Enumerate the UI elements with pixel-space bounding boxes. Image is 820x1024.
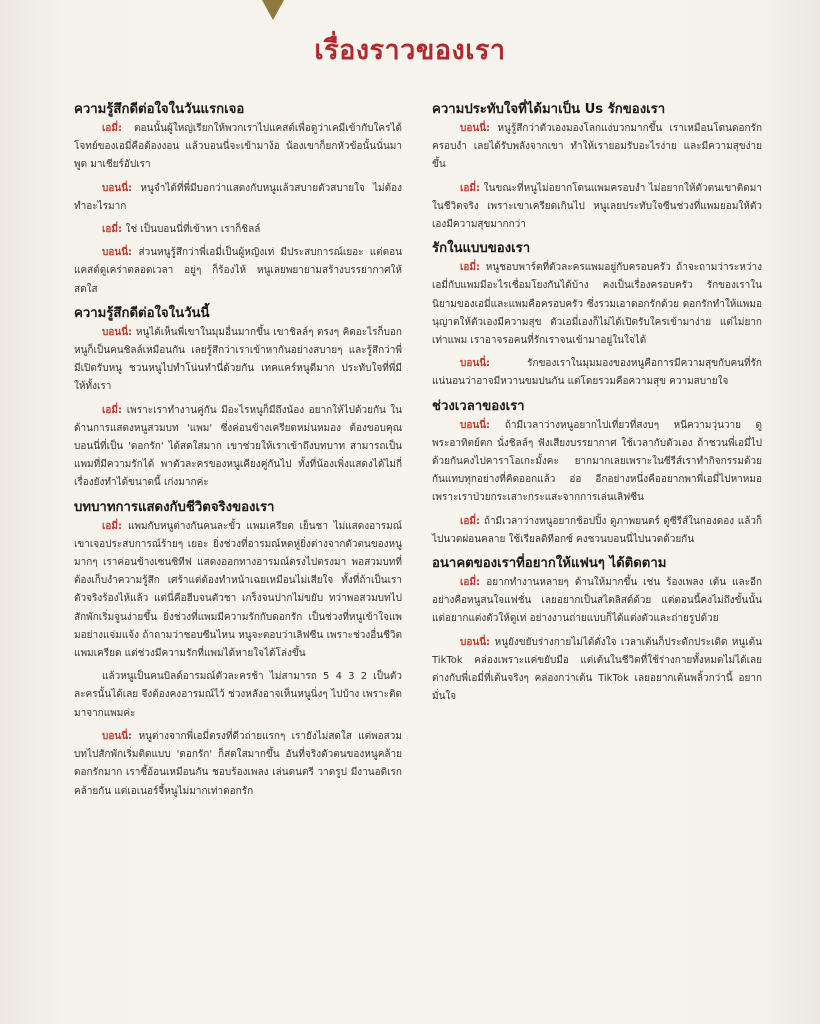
left-column [74, 100, 402, 806]
paragraph-text: รักของเราในมุมมองของหนูคือการมีความสุขกับคนที่รัก แน่นอนว่าอาจมีหวานขมปนกัน แต่โดยรวมคือความสุข ความสบายใจ [432, 358, 762, 388]
paragraph-text: ถ้ามีเวลาว่างหนูอยากช้อปปิ้ง ดูภาพยนตร์ ดูซีรีส์ในกองดอง แล้วก็ไปนวดผ่อนคลาย ใช้เรียลดิทีอกซ์ คงชวนบอนนี่ไปนวดด้วยกัน [432, 515, 762, 545]
speaker-label: บอนนี่: [102, 182, 141, 194]
interview-paragraph [432, 120, 762, 175]
paragraph-text: หนูจำได้ที่พี่มีบอกว่าแสดงกับหนูแล้วสบายตัวสบายใจ ไม่ต้องทำอะไรมาก [74, 182, 402, 212]
speaker-label: เอมี่: [460, 262, 486, 274]
interview-paragraph [432, 417, 762, 508]
speaker-label: เอมี่: [460, 577, 487, 589]
speaker-label: บอนนี่: [460, 123, 498, 134]
interview-paragraph [432, 180, 762, 235]
section-heading: ความประทับใจที่ได้มาเป็น Us รักของเรา [432, 102, 666, 117]
speaker-label: เอมี่: [102, 224, 126, 236]
interview-paragraph [74, 668, 402, 723]
paragraph-text: หนูต่างจากพี่เอมี่ตรงที่ดีวถ่ายแรกๆ เรายังไม่สดใส แต่พอสวมบทไปสักพักเริ่มติดแบบ 'ดอกรัก' ก็สดใสมากขึ้น อันที่จริงตัวตนของหนูคล้ายดอกรักมาก เราซี้อ้อนเหมือนกัน ชอบร้องเพลง เล่นดนตรี วาดรูป มีงานอดิเรกคล้ายกัน แต่เอเนอร์จี้หนูไม่มากเท่าดอกรัก [74, 730, 402, 797]
interview-paragraph [74, 518, 402, 664]
interview-paragraph [74, 221, 402, 239]
paragraph-text: ส่วนหนูรู้สึกว่าพี่เอมี่เป็นผู้หญิงเท่ มีประสบการณ์เยอะ แต่ตอนแคสต์ดูเคร่าตลอดเวลา อยู่ๆ ก็ร้องไห้ หนูเลยพยายามสร้างบรรยากาศให้สดใส [74, 247, 402, 295]
interview-paragraph [432, 574, 762, 629]
speaker-label: เอมี่: [102, 404, 127, 416]
speaker-label: เอมี่: [460, 515, 484, 527]
section-heading: บทบาทการแสดงกับชีวิตจริงของเรา [74, 499, 275, 515]
paragraph-text: หนูยังขยับร่างกายไม่ได้ดั่งใจ เวลาเต้นก็ประดักประเดิด หนูเต้น TikTok คล่องเพราะแค่ขยับมือ แต่เต้นในชีวิตที่ใช้ร่างกายทั้งหมดไม่ได้เลย ต่างกับพี่เอมี่ที่เต้นจริงๆ คล่องกว่าเต้น TikTok เลยอยากเต้นพลิ้วกว่านี้ อยากมั่นใจ [432, 636, 763, 703]
paragraph-text: หนูรู้สึกว่าตัวเองมองโลกแง่บวกมากขึ้น เราเหมือนโดนดอกรักครอบงำ เลยได้รับพลังจากเขา ทำให้เรายอมรับอะไรง่าย และมีความสุขง่ายขึ้น [432, 123, 762, 171]
section-heading: อนาคตของเราที่อยากให้แฟนๆ ได้ติดตาม [432, 556, 667, 572]
section-heading: ความรู้สึกดีต่อใจในวันนี้ [74, 305, 210, 321]
triangle-ornament-icon [262, 0, 284, 20]
interview-paragraph [432, 355, 762, 391]
paragraph-text: ในขณะที่หนูไม่อยากโดนแพมครอบงำ ไม่อยากให้ตัวตนเขาติดมาในชีวิตจริง เพราะเขาเครียดเกินไป หนูเลยประทับใจซีนช่วงที่แพมยอมให้ตัวเองมีความสุขมากกว่า [432, 182, 762, 231]
speaker-label: เอมี่: [102, 123, 134, 134]
speaker-label: บอนนี่: [102, 730, 139, 742]
section-heading: ช่วงเวลาของเรา [432, 398, 525, 414]
interview-paragraph [432, 513, 762, 549]
paragraph-text: ตอนนั้นผู้ใหญ่เรียกให้พวกเราไปแคสต์เพื่อดูว่าเคมีเข้ากับใครได้ โจทย์ของเอมี่คือต้องงอน แล้วบอนนี่จะเข้ามาง้อ น้องเขาก็ยกหัวข้อนั้นนั่นมาพูด มาเชียร์อัปเรา [74, 123, 402, 171]
paragraph-text: หนูได้เห็นพี่เขาในมุมอื่นมากขึ้น เขาชิลล์ๆ ตรงๆ คิดอะไรก็บอก หนูก็เป็นคนชิลล์เหมือนกัน เลยรู้สึกว่าเราเข้าหากันอย่างสบายๆ และรู้สึกว่าพี่มีเปิดรับหนู ชวนหนูไปทำโน่นทำนี่ด้วยกัน เทคแคร์หนูดีมาก ประทับใจที่พี่มีให้ทั้งเรา [74, 326, 402, 393]
speaker-label: บอนนี่: [460, 419, 505, 431]
paragraph-text: ใช่ เป็นบอนนี่ที่เข้าหา เราก็ชิลล์ [125, 224, 261, 236]
paragraph-text: แพมกับหนูต่างกันคนละขั้ว แพมเครียด เย็นชา ไม่แสดงอารมณ์ เขาเจอประสบการณ์ร้ายๆ เยอะ ยิ่งช่วงที่อารมณ์หดหู่ยิ่งต่างจากตัวตนของหนูมากๆ เราค่อนข้างเซนซิทีฟ แสดงออกทางอารมณ์ตรงไปตรงมา พอสวมบทที่ต้องเก็บงำความรู้สึก เศร้าแต่ต้องทำหน้าเฉยเหมือนไม่เสียใจ ทั้งที่ถ้าเป็นเราตัวจริงร้องไห้แล้ว แต่นี่คือฮีบจนตัวชา เกร็งจนปากไม่ขยับ ทว่าพอสวมบทไปสักพักเริ่มจูนง่ายขึ้น ยิ่งช่วงที่แพมมีความรักกับดอกรัก เป็นช่วงที่หนูเข้าใจแพมอย่างแจ่มแจ้ง ถ้าถามว่าชอบซีนไหน หนูจะตอบว่าเลิฟซีน เพราะช่วงอื่นชีวิตแพมเครียด แต่ช่วงมีความรักที่แพมได้หายใจได้โล่งขึ้น [74, 520, 402, 660]
interview-paragraph [74, 402, 402, 493]
section-heading: รักในแบบของเรา [432, 241, 531, 257]
interview-paragraph [74, 244, 402, 299]
speaker-label: บอนนี่: [460, 636, 495, 648]
interview-paragraph [74, 120, 402, 175]
speaker-label: เอมี่: [102, 520, 128, 532]
paragraph-text: แล้วหนูเป็นคนบิลด์อารมณ์ตัวละครช้า ไม่สามารถ 5 4 3 2 เป็นตัวละครนั้นได้เลย จึงต้องคงอารมณ์ไว้ ช่วงหลังอาจเห็นหนูนิ่งๆ ไปบ้าง เพราะติดมาจากแพมค่ะ [74, 671, 402, 719]
paragraph-text: หนูชอบพาร์ตที่ตัวละครแพมอยู่กับครอบครัว ถ้าจะถามว่าระหว่างเอมี่กับแพมมีอะไรเชื่อมโยงกันได้บ้าง คงเป็นเรื่องครอบครัว รักของเราในนิยามของเอมี่และแพมคือครอบครัว ซึ่งรวมเอาดอกรักด้วย ดอกรักทำให้แพมอนุญาตให้ตัวเองมีความสุข ตัวเอมี่เองก็ไม่ได้เปิดรับใครเข้ามาง่าย แต่ไม่ยากเท่าแพม เราอาจรอคนที่รักเราจนเข้ามาอยู่ในใจได้ [432, 262, 762, 347]
paragraph-text: เพราะเราทำงานคู่กัน มีอะไรหนูก็มีถึงน้อง อยากให้ไปด้วยกัน ในด้านการแสดงหนูสวมบท 'แพม' ซึ่งค่อนข้างเครียดหม่นหมอง ต้องขอบคุณบอนนี่ที่เป็น 'ดอกรัก' ได้สดใสมาก เขาช่วยให้เราเข้าถึงบทบาท สามารถเป็นแพมที่มีความรักได้ พาตัวละครของหนูเคียงคู่กันไป ทั้งที่น้องเพิ่งแสดงได้ไม่กี่เรื่องยังทำได้ขนาดนี้ เก่งมากค่ะ [74, 404, 402, 489]
speaker-label: บอนนี่: [102, 247, 139, 259]
interview-paragraph [74, 180, 402, 216]
section-heading: ความรู้สึกดีต่อใจในวันแรกเจอ [74, 102, 245, 117]
speaker-label: บอนนี่: [102, 326, 136, 338]
interview-paragraph [432, 259, 762, 350]
interview-paragraph [74, 324, 402, 397]
right-column [432, 100, 762, 711]
speaker-label: บอนนี่: [460, 358, 528, 370]
speaker-label: เอมี่: [460, 182, 484, 194]
interview-paragraph [432, 634, 762, 707]
paragraph-text: อยากทำงานหลายๆ ด้านให้มากขึ้น เช่น ร้องเพลง เต้น และอีกอย่างคือหนูสนใจแฟชั่น เลยอยากเป็นสไตลิสต์ด้วย แต่ตอนนี้คงไม่ถึงขั้นนั้น แต่อยากแต่งตัวให้ดูเท่ อย่างงานถ่ายแบบก็ได้แต่งตัวและถ่ายรูปด้วย [432, 577, 763, 625]
paragraph-text: ถ้ามีเวลาว่างหนูอยากไปเที่ยวที่สงบๆ หนีความวุ่นวาย ดูพระอาทิตย์ตก นั่งชิลล์ๆ ฟังเสียงบรรยากาศ ใช้เวลากับตัวเอง ถ้าชวนพี่เอมี่ไปด้วยกันคงไปคาราโอเกะมั้งคะ ยากมากเลยเพราะในซีรีส์เราทำกิจกรรมด้วยกันแทบทุกอย่างที่คิดออกแล้ว อ่อ อีกอย่างหนึ่งคืออยากพาพี่เอมี่ไปหาหมอ เพราะเราป่วยกระเสาะกระแสะจากการเล่นเลิฟซีน [432, 419, 763, 504]
interview-paragraph [74, 728, 402, 801]
page-title: เรื่องราวของเรา [314, 35, 506, 66]
